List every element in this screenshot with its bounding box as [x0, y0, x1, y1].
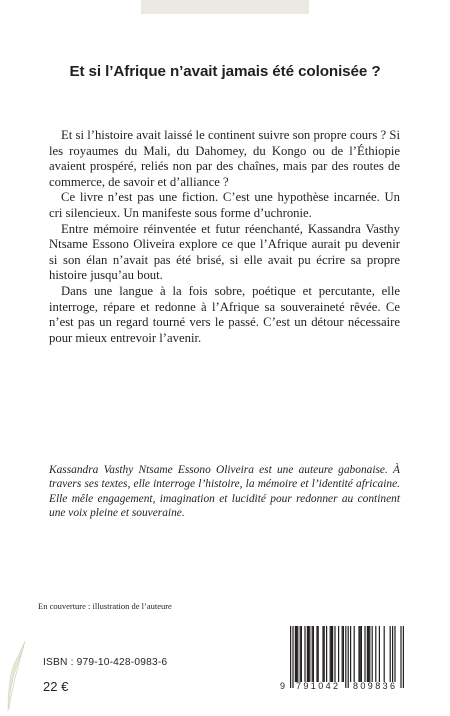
- barcode-bar: [301, 626, 302, 682]
- barcode-bars: [290, 626, 410, 688]
- barcode-bar: [304, 626, 305, 682]
- barcode-bar: [345, 626, 346, 688]
- barcode-bar: [330, 626, 331, 682]
- barcode-bar: [400, 626, 401, 688]
- cover-credit: En couverture : illustration de l’auteure: [38, 601, 172, 611]
- barcode-bar: [361, 626, 362, 682]
- barcode-bar: [309, 626, 310, 682]
- barcode-bar: [290, 626, 291, 688]
- barcode-bar: [292, 626, 293, 688]
- author-bio-text: Kassandra Vasthy Ntsame Essono Oliveira est une auteure gabonaise. À travers ses textes, elle interroge l’histoire, la mémoire et l’identité africaine. Elle mêle engagement, imagination et lucidité pour redonner au continent une voix pleine et souveraine.: [49, 464, 400, 519]
- barcode-bar: [367, 626, 368, 682]
- top-color-band: [141, 0, 309, 14]
- barcode-bar: [308, 626, 309, 682]
- synopsis-paragraph: Dans une langue à la fois sobre, poétique et percutante, elle interroge, répare et redonne à l’Afrique sa souveraineté rêvée. Ce n’est pas un regard tourné vers le passé. C’est un détour nécessaire pour mieux entrevoir l’avenir.: [49, 283, 400, 345]
- barcode-bar: [342, 626, 343, 682]
- price: 22 €: [43, 679, 69, 694]
- barcode-bar: [343, 626, 344, 682]
- synopsis-paragraph: Et si l’histoire avait laissé le continent suivre son propre cours ? Si les royaumes du Mali, du Dahomey, du Kongo ou de l’Éthiopie avaient prospéré, reliés non par des chaînes, mais par des routes de commerce, de savoir et d’alliance ?: [49, 128, 400, 189]
- barcode: [276, 616, 415, 697]
- barcode-bar: [331, 626, 332, 682]
- book-title: Et si l’Afrique n’avait jamais été colonisée ?: [69, 63, 381, 80]
- barcode-bar: [300, 626, 301, 682]
- barcode-bar: [312, 626, 313, 682]
- barcode-bar: [295, 626, 296, 682]
- isbn-number: ISBN : 979-10-428-0983-6: [43, 657, 168, 668]
- barcode-bar: [368, 626, 369, 682]
- barcode-bar: [372, 626, 373, 682]
- barcode-bar: [297, 626, 298, 682]
- synopsis-paragraph: Ce livre n’est pas une fiction. C’est une hypothèse incarnée. Un cri silencieux. Un manifeste sous forme d’uchronie.: [49, 190, 400, 220]
- barcode-bar: [379, 626, 380, 682]
- barcode-bar: [350, 626, 351, 682]
- barcode-bar: [322, 626, 323, 682]
- barcode-bar: [326, 626, 327, 682]
- barcode-bar: [348, 626, 349, 688]
- barcode-bar: [332, 626, 333, 682]
- barcode-bar: [324, 626, 325, 682]
- barcode-bar: [364, 626, 365, 682]
- barcode-bar: [360, 626, 361, 682]
- barcode-bar: [334, 626, 335, 682]
- synopsis-paragraph: Entre mémoire réinventée et futur réenchanté, Kassandra Vasthy Ntsame Essono Oliveira explore ce que l’Afrique aurait pu devenir si son élan n’avait pas été brisé, si elle avait pu écrire sa propre histoire jusqu’au bout.: [49, 221, 400, 283]
- author-bio: [49, 463, 400, 520]
- barcode-bar: [307, 626, 308, 682]
- synopsis: [49, 128, 400, 346]
- barcode-bar: [338, 626, 339, 682]
- barcode-left-group: 791042: [296, 681, 341, 691]
- barcode-bar: [390, 626, 391, 682]
- barcode-bar: [403, 626, 404, 688]
- barcode-bar: [394, 626, 395, 682]
- barcode-bar: [313, 626, 314, 682]
- feather-quill-logo-icon: [4, 633, 26, 713]
- barcode-bar: [369, 626, 370, 682]
- barcode-bar: [358, 626, 359, 682]
- barcode-bar: [384, 626, 385, 682]
- barcode-right-group: 809836: [353, 681, 398, 691]
- barcode-bar: [375, 626, 376, 682]
- barcode-bar: [318, 626, 319, 682]
- barcode-bar: [354, 626, 355, 682]
- barcode-bar: [392, 626, 393, 682]
- barcode-bar: [316, 626, 317, 682]
- barcode-first-digit: 9: [280, 681, 286, 691]
- barcode-bar: [296, 626, 297, 682]
